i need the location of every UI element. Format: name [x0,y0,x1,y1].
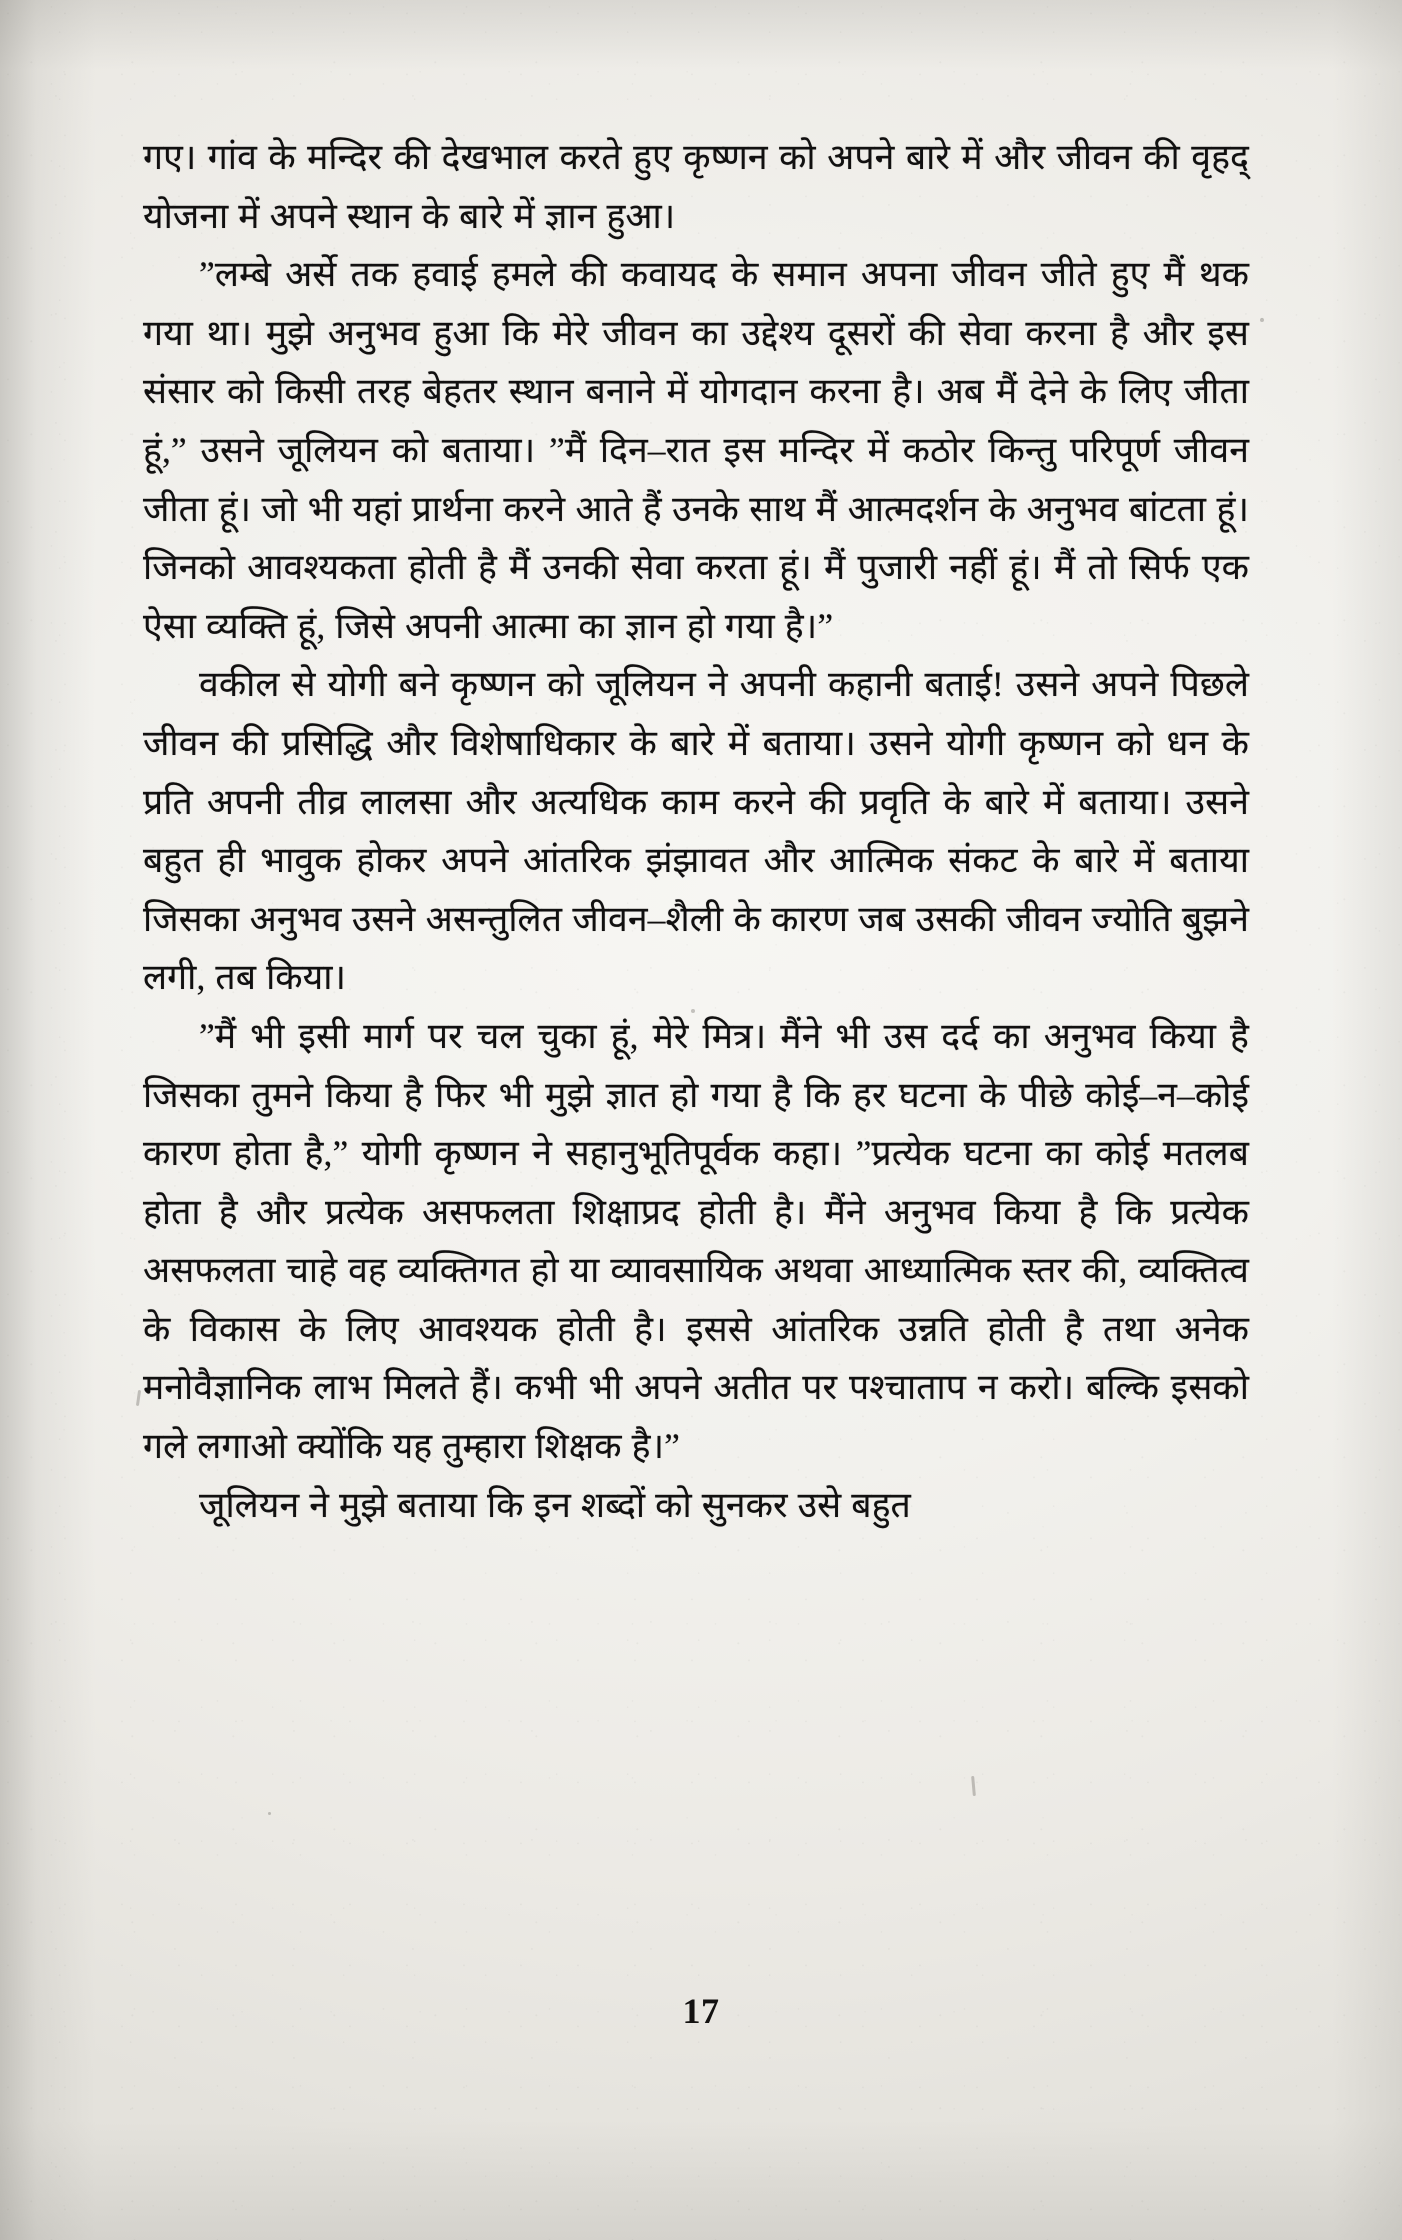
page-number: 17 [682,1991,720,2031]
scan-top-shadow [0,0,1402,70]
scan-bottom-shadow [0,2120,1402,2240]
paragraph-1: गए। गांव के मन्दिर की देखभाल करते हुए कृष्णन को अपने बारे में और जीवन की वृहद् योजना में अपने स्थान के बारे में ज्ञान हुआ। [143,137,1249,236]
scan-speck [268,1812,271,1815]
paragraph-2: ”लम्बे अर्से तक हवाई हमले की कवायद के समान अपना जीवन जीते हुए मैं थक गया था। मुझे अनुभव हुआ कि मेरे जीवन का उद्देश्य दूसरों की सेवा करना है और इस संसार को किसी तरह बेहतर स्थान बनाने में योगदान करना है। अब मैं देने के लिए जीता हूं,” उसने जूलियन को बताया। ”मैं दिन–रात इस मन्दिर में कठोर किन्तु परिपूर्ण जीवन जीता हूं। जो भी यहां प्रार्थना करने आते हैं उनके साथ मैं आत्मदर्शन के अनुभव बांटता हूं। जिनको आवश्यकता होती है मैं उनकी सेवा करता हूं। मैं पुजारी नहीं हूं। मैं तो सिर्फ एक ऐसा व्यक्ति हूं, जिसे अपनी आत्मा का ज्ञान हो गया है।” [143,254,1249,646]
paragraph-5: जूलियन ने मुझे बताया कि इन शब्दों को सुनकर उसे बहुत [199,1484,911,1525]
page-text-block [143,128,1249,1534]
scan-right-shadow [1332,0,1402,2240]
paragraph-4: ”मैं भी इसी मार्ग पर चल चुका हूं, मेरे मित्र। मैंने भी उस दर्द का अनुभव किया है जिसका तुमने किया है फिर भी मुझे ज्ञात हो गया है कि हर घटना के पीछे कोई–न–कोई कारण होता है,” योगी कृष्णन ने सहानुभूतिपूर्वक कहा। ”प्रत्येक घटना का कोई मतलब होता है और प्रत्येक असफलता शिक्षाप्रद होती है। मैंने अनुभव किया है कि प्रत्येक असफलता चाहे वह व्यक्तिगत हो या व्यावसायिक अथवा आध्यात्मिक स्तर की, व्यक्तित्व के विकास के लिए आवश्यक होती है। इससे आंतरिक उन्नति होती है तथा अनेक मनोवैज्ञानिक लाभ मिलते हैं। कभी भी अपने अतीत पर पश्चाताप न करो। बल्कि इसको गले लगाओ क्योंकि यह तुम्हारा शिक्षक है।” [143,1015,1249,1467]
scan-speck [971,1776,976,1796]
paragraph-3: वकील से योगी बने कृष्णन को जूलियन ने अपनी कहानी बताई! उसने अपने पिछले जीवन की प्रसिद्धि और विशेषाधिकार के बारे में बताया। उसने योगी कृष्णन को धन के प्रति अपनी तीव्र लालसा और अत्यधिक काम करने की प्रवृति के बारे में बताया। उसने बहुत ही भावुक होकर अपने आंतरिक झंझावत और आत्मिक संकट के बारे में बताया जिसका अनुभव उसने असन्तुलित जीवन–शैली के कारण जब उसकी जीवन ज्योति बुझने लगी, तब किया। [143,664,1249,998]
scan-speck [136,1390,141,1406]
scan-speck [1260,318,1264,322]
scan-spine-shadow [0,0,96,2240]
